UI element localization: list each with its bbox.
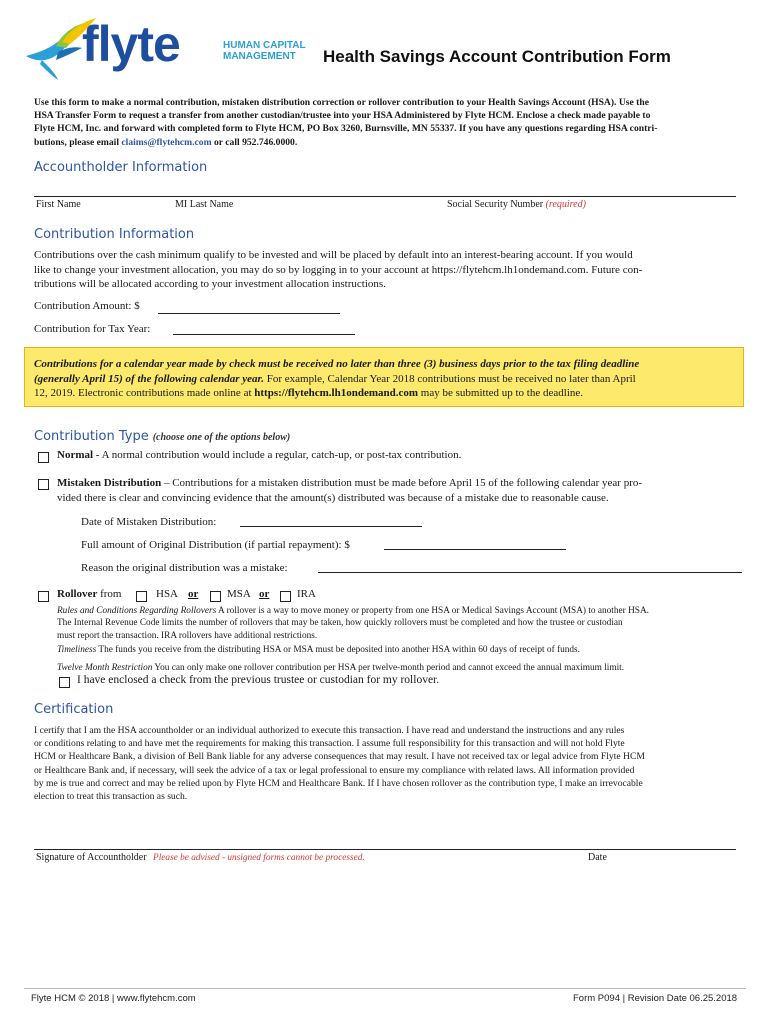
signature-label-text: Signature of Accountholder (36, 852, 147, 863)
ira-checkbox[interactable] (280, 591, 291, 602)
contribution-type-subtitle: (choose one of the options below) (152, 432, 291, 443)
notice-italic: (generally April 15) of the following calendar year. (34, 372, 264, 385)
signature-label (36, 852, 365, 863)
intro-text-part: butions, please email (34, 136, 122, 148)
notice-line: Contributions for a calendar year made by check must be received no later than three (3) business days prior to the tax filing deadline (34, 358, 640, 370)
hsa-label: HSA (156, 588, 179, 600)
normal-label: Normal (57, 449, 94, 461)
normal-checkbox[interactable] (38, 452, 49, 463)
twelve-month-title: Twelve Month Restriction (57, 662, 153, 673)
rollover-option (57, 588, 121, 600)
form-title: Health Savings Account Contribution Form (323, 47, 671, 66)
hsa-checkbox[interactable] (136, 591, 147, 602)
full-amount-field[interactable] (384, 549, 566, 550)
date-label: Date (588, 852, 607, 863)
certification-text (34, 724, 645, 803)
rules-line (57, 644, 649, 656)
notice-line (34, 372, 639, 387)
rules-line: The Internal Revenue Code limits the number of rollovers that may be taken, how quickly rollovers must be completed and how the trustee or custodian (57, 618, 623, 629)
rules-line (57, 662, 649, 674)
ira-label: IRA (297, 588, 316, 600)
certification-line: or Healthcare Bank and, if necessary, will seek the advice of a tax or legal professional to ensure my compliance with related laws. All information provided (34, 764, 635, 776)
signature-line[interactable] (34, 849, 736, 850)
brand-logo (22, 14, 322, 84)
ssn-label (447, 199, 586, 210)
msa-checkbox[interactable] (210, 591, 221, 602)
twelve-month-text: You can only make one rollover contribution per HSA per twelve-month period and cannot exceed the annual maximum limit. (152, 662, 625, 673)
contribution-info-text (34, 248, 642, 292)
full-amount-label: Full amount of Original Distribution (if partial repayment): $ (81, 539, 350, 551)
tax-year-label: Contribution for Tax Year: (34, 323, 151, 335)
contribution-info-line: like to change your investment allocation, you may do so by logging in to your account at https://flytehcm.lh1ondemand.com. Future con- (34, 263, 643, 276)
rollover-rules (57, 605, 649, 674)
contribution-type-title: Contribution Type (34, 429, 149, 444)
footer-right: Form P094 | Revision Date 06.25.2018 (573, 993, 738, 1004)
rules-text: A rollover is a way to move money or property from one HSA or Medical Savings Account (MSA) to another HSA. (216, 606, 650, 616)
mistaken-distribution-checkbox[interactable] (38, 479, 49, 490)
logo-wordmark: flyte (82, 16, 180, 72)
footer-rule (24, 988, 746, 989)
intro-line: Flyte HCM, Inc. and forward with completed form to Flyte HCM, PO Box 3260, Burnsville, MN 55337. If you have any questions regarding HSA contri- (34, 123, 658, 135)
mistake-reason-field[interactable] (318, 572, 742, 573)
enclosed-check-checkbox[interactable] (59, 677, 70, 688)
certification-line: HCM or Healthcare Bank, a division of Bell Bank liable for any adverse consequences that may result. I have not received tax or legal advice from Flyte HCM (34, 751, 645, 763)
msa-label: MSA (227, 588, 251, 600)
or-label: or (259, 588, 270, 600)
mistaken-description: – Contributions for a mistaken distribution must be made before April 15 of the following calendar year pro- (161, 477, 643, 489)
accountholder-heading: Accountholder Information (34, 160, 208, 175)
mistake-reason-label: Reason the original distribution was a mistake: (81, 562, 288, 574)
deadline-notice-text (34, 357, 639, 401)
contribution-info-line: tributions will be allocated according to your investment allocation instructions. (34, 278, 386, 290)
certification-line: or conditions relating to and have met the requirements for making this transaction. I assume full responsibility for this transaction and will not hold Flyte (34, 738, 625, 750)
mistaken-line: vided there is clear and convincing evidence that the amount(s) distributed was because of a mistake due to reasonable cause. (57, 491, 609, 504)
claims-email-link[interactable]: claims@flytehcm.com (121, 136, 212, 148)
required-note: (required) (545, 199, 586, 210)
mi-last-name-label: MI Last Name (175, 199, 234, 210)
contribution-type-heading (34, 427, 290, 445)
certification-line: by me is true and correct and may be relied upon by Flyte HCM and Healthcare Bank. If I have chosen rollover as the contribution type, I make an irrevocable (34, 777, 643, 789)
ssn-label-text: Social Security Number (447, 199, 544, 210)
notice-line (34, 386, 639, 401)
logo-subtitle-1: HUMAN CAPITAL (223, 40, 306, 51)
intro-line (34, 136, 744, 149)
mistaken-date-field[interactable] (240, 526, 422, 527)
contribution-amount-field[interactable] (158, 313, 340, 314)
intro-text-part: or call 952.746.0000. (211, 136, 298, 148)
mistaken-date-label: Date of Mistaken Distribution: (81, 516, 217, 528)
unsigned-warning: Please be advised - unsigned forms cannot be processed. (153, 853, 365, 863)
timeliness-title: Timeliness (57, 645, 97, 656)
normal-option (57, 449, 461, 461)
notice-text: 12, 2019. Electronic contributions made online at (34, 387, 255, 399)
contribution-info-line: Contributions over the cash minimum qualify to be invested and will be placed by default into an interest-bearing account. If you would (34, 249, 633, 261)
intro-line: HSA Transfer Form to request a transfer from another custodian/trustee into your HSA Administered by Flyte HCM. Enclose a check made payable to (34, 110, 651, 122)
contribution-amount-label: Contribution Amount: $ (34, 300, 140, 312)
or-label: or (188, 588, 199, 600)
certification-heading: Certification (34, 702, 114, 717)
first-name-label: First Name (36, 199, 81, 210)
tax-year-field[interactable] (173, 334, 355, 335)
certification-line: I certify that I am the HSA accountholder or an individual authorized to execute this transaction. I have read and understand the instructions and any rules (34, 725, 625, 736)
rules-line (57, 605, 649, 617)
footer-left: Flyte HCM © 2018 | www.flytehcm.com (31, 993, 196, 1004)
rollover-label: Rollover (57, 588, 98, 600)
rules-title: Rules and Conditions Regarding Rollovers (57, 606, 217, 616)
enclosed-check-label: I have enclosed a check from the previous trustee or custodian for my rollover. (77, 674, 440, 686)
intro-text (34, 96, 744, 149)
notice-text: may be submitted up to the deadline. (418, 387, 584, 399)
intro-line: Use this form to make a normal contribution, mistaken distribution correction or rollover contribution to your Health Savings Account (HSA). Use the (34, 97, 649, 108)
rollover-from: from (97, 588, 122, 600)
certification-line: election to treat this transaction as such. (34, 791, 188, 803)
contribution-info-heading: Contribution Information (34, 227, 195, 242)
timeliness-text: The funds you receive from the distributing HSA or MSA must be deposited into another HSA within 60 days of receipt of funds. (96, 645, 580, 656)
rollover-checkbox[interactable] (38, 591, 49, 602)
notice-text: For example, Calendar Year 2018 contributions must be received no later than April (263, 372, 636, 385)
mistaken-option (57, 476, 642, 505)
rules-line: must report the transaction. IRA rollovers have additional restrictions. (57, 630, 318, 641)
mistaken-line (57, 476, 642, 491)
mistaken-label: Mistaken Distribution (57, 477, 162, 489)
online-portal-link[interactable]: https://flytehcm.lh1ondemand.com (254, 387, 419, 399)
accountholder-name-line[interactable] (34, 196, 736, 197)
normal-description: - A normal contribution would include a regular, catch-up, or post-tax contribution. (93, 449, 462, 461)
logo-subtitle-2: MANAGEMENT (223, 51, 296, 62)
